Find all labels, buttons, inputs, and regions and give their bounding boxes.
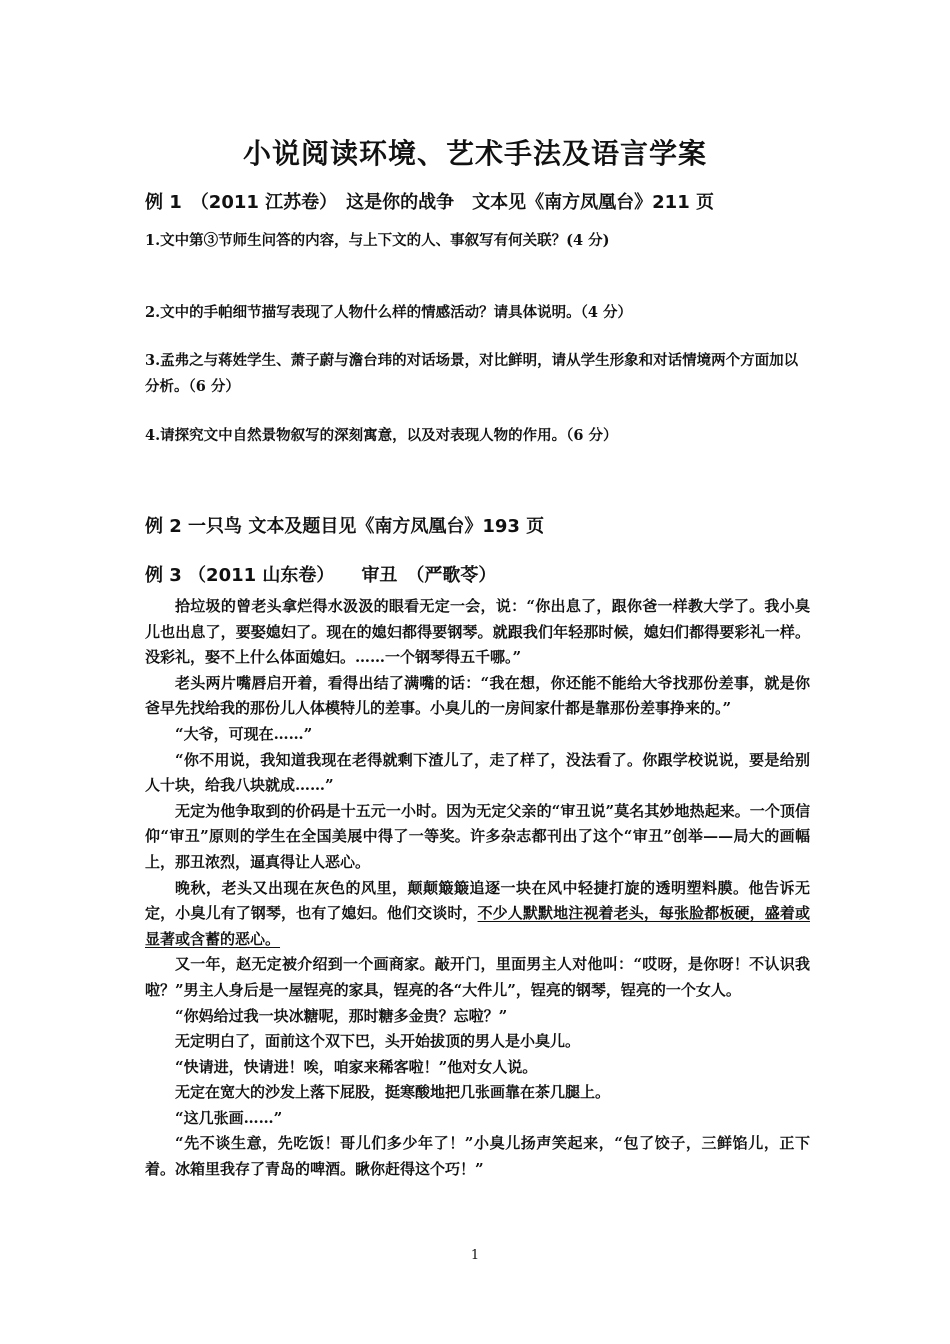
story-text-plain: 晚秋，老头又出现在灰色的风里，颠颠簸簸追逐一块在风中轻捷打旋的透明塑料膜。他告诉无定，小臭儿有了钢琴，也有了媳妇。他们交谈时， <box>145 878 810 923</box>
page-title: 小说阅读环境、艺术手法及语言学案 <box>242 137 707 170</box>
question-3: 3.孟弗之与蒋姓学生、萧子蔚与澹台玮的对话场景，对比鲜明，请从学生形象和对话情境两个方面加以分析。（6 分） <box>145 352 799 395</box>
story-paragraph: “你妈给过我一块冰糖呢，那时糖多金贵？忘啦？” <box>175 1006 508 1025</box>
story-paragraph: 无定为他争取到的价码是十五元一小时。因为无定父亲的“审丑说”莫名其妙地热起来。一个顶信仰“审丑”原则的学生在全国美展中得了一等奖。许多杂志都刊出了这个“审丑”创举——局大的画幅上，那丑浓烈，逼真得让人恶心。 <box>145 801 810 871</box>
story-text <box>145 594 810 1183</box>
example1-heading: 例 1 （2011 江苏卷） 这是你的战争 文本见《南方凤凰台》211 页 <box>145 192 714 213</box>
example2-heading: 例 2 一只鸟 文本及题目见《南方凤凰台》193 页 <box>145 516 545 537</box>
question-2: 2.文中的手帕细节描写表现了人物什么样的情感活动？请具体说明。（4 分） <box>145 304 633 321</box>
story-paragraph: 无定在宽大的沙发上落下屁股，挺寒酸地把几张画靠在茶几腿上。 <box>175 1083 611 1102</box>
question-4: 4.请探究文中自然景物叙写的深刻寓意，以及对表现人物的作用。（6 分） <box>145 427 618 444</box>
page-number: 1 <box>470 1248 480 1263</box>
story-paragraph: “你不用说，我知道我现在老得就剩下渣儿了，走了样了，没法看了。你跟学校说说，要是给别人十块，给我八块就成……” <box>145 750 810 795</box>
story-paragraph: “快请进，快请进！唉，咱家来稀客啦！”他对女人说。 <box>175 1057 538 1076</box>
story-paragraph: “这几张画……” <box>175 1108 283 1127</box>
story-paragraph: 无定明白了，面前这个双下巴，头开始拔顶的男人是小臭儿。 <box>175 1032 581 1051</box>
story-paragraph: “先不谈生意，先吃饭！哥儿们多少年了！”小臭儿扬声笑起来，“包了饺子，三鲜馅儿，正下着。冰箱里我存了青岛的啤酒。瞅你赶得这个巧！” <box>145 1134 810 1179</box>
story-paragraph: “大爷，可现在……” <box>175 724 313 743</box>
story-paragraph: 老头两片嘴唇启开着，看得出结了满嘴的话：“我在想，你还能不能给大爷找那份差事，就是你爸早先找给我的那份儿人体模特儿的差事。小臭儿的一房间家什都是靠那份差事挣来的。” <box>145 673 810 718</box>
question-1: 1.文中第③节师生问答的内容，与上下文的人、事叙写有何关联？(4 分) <box>145 232 610 249</box>
story-paragraph-autumn <box>145 876 810 953</box>
underlined-sentence: 不少人默默地注视着老头，每张脸都板硬，盛着或显著或含蓄的恶心。 <box>145 904 810 948</box>
story-paragraph: 拾垃圾的曾老头拿烂得水汲汲的眼看无定一会，说：“你出息了，跟你爸一样教大学了。我小臭儿也出息了，要娶媳妇了。现在的媳妇都得要钢琴。就跟我们年轻那时候，媳妇们都得要彩礼一样。没彩礼，娶不上什么体面媳妇。……一个钢琴得五千哪。” <box>145 597 810 667</box>
story-paragraph: 又一年，赵无定被介绍到一个画商家。敲开门，里面男主人对他叫：“哎呀，是你呀！不认识我啦？”男主人身后是一屋锃亮的家具，锃亮的各“大件儿”，锃亮的钢琴，锃亮的一个女人。 <box>145 955 810 999</box>
example3-heading: 例 3 （2011 山东卷） 审丑 （严歌苓） <box>145 565 497 586</box>
